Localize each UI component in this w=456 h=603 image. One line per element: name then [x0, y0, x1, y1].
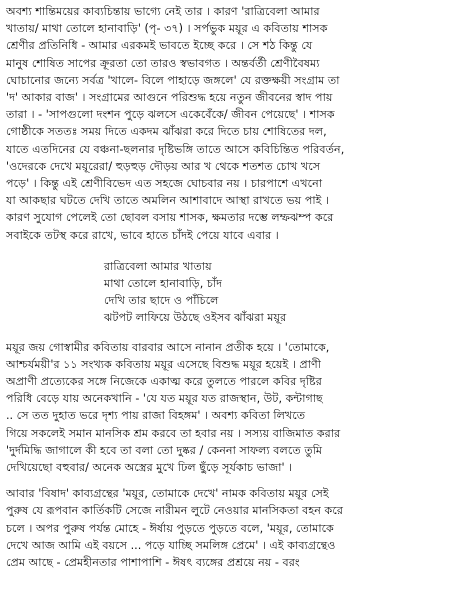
poem-line: রাত্রিবেলা আমার খাতায়: [104, 259, 212, 273]
text-line: ঘোচানোর জন্যে সর্বত্র 'খালে- বিলে পাহাড়ে জঙ্গলে' যে রক্তক্ষয়ী সংগ্রাম তা: [6, 73, 340, 87]
text-line: আবার 'বিষাদ' কাব্যগ্রন্থের 'ময়ূর, তোমাকে দেখে' নামক কবিতায় ময়ূর সেই: [6, 487, 329, 501]
paragraph-joy-goswami: [6, 339, 450, 477]
text-line: পুরুষ যে রূপবান কার্তিকটি সেজে নারীমন লুটে নেওয়ার মানসিকতা বহন করে: [6, 504, 343, 518]
paragraph-gap: [6, 476, 450, 485]
poem-line: মাথা তোলে হানাবাড়ি, চাঁদ: [104, 277, 223, 291]
poem-line: ঝটপট লাফিয়ে উঠছে ওইসব ঝাঁঝরা ময়ূর: [104, 311, 287, 325]
text-line: যা আকছার ঘটতে দেখি তাতে অমলিন আশাবাদে আস্থা রাখতে ভয় পাই ।: [6, 194, 330, 208]
paragraph-bishad: [6, 485, 450, 571]
text-line: গিয়ে সকলেই সমান মানসিক শ্রম করবে তা হবার নয় । সস্যয় বাজিমাত করার: [6, 426, 341, 440]
text-line: ময়ূর জয় গোস্বামীর কবিতায় বারবার আসে নানান প্রতীক হয়ে । 'তোমাকে,: [6, 340, 330, 354]
text-line: 'দুর্দমিদ্ধি জাগালে কী হবে তা বলা তো দুষ্কর / কেননা সাফল্য বলতে তুমি: [6, 443, 323, 457]
text-line: সবাইকে তটস্থ করে রাখে, ভাবে হাতে চাঁদই পেয়ে যাবে এবার ।: [6, 228, 279, 242]
paragraph-shantimoy: [6, 3, 450, 244]
text-line: অবশ্য শান্তিময়ের কাব্যচিন্তায় ভাগ্যে নেই তার । কারণ 'রাত্রিবেলা আমার: [6, 5, 320, 18]
text-line: গোষ্ঠীকে সততঃ সময় দিতে একদম ঝাঁঝরা করে দিতে চায় শোষিতের দল,: [6, 125, 327, 139]
text-line: যাতে এতদিনের যে বঞ্চনা-ছলনার দৃষ্টিভঙ্গি তাতে আসে কবিচিন্তিত পরিবর্তন,: [6, 142, 345, 156]
text-line: শ্রেণীর প্রতিনিধি - আমার এরকমই ভাবতে ইচ্ছে করে । সে শঠ কিন্তু যে: [6, 39, 313, 53]
text-line: 'ওদেরকে দেখে ময়ূরেরা/ হুড়হুড় দৌড়য় আর খ থেকে শতশত চোখ খসে: [6, 159, 321, 173]
text-line: .. সে তত দুহাত ভরে দৃশ্য পায় রাজা বিহঙ্গম' । অবশ্য কবিতা লিখতে: [6, 409, 306, 423]
text-line: অপ্রাণী প্রত্যেকের সঙ্গে নিজেকে একাত্ম করে তুলতে পারলে কবির দৃষ্টির: [6, 375, 322, 389]
text-line: দেখে আজ আমি এই বয়সে ... পড়ে যাচ্ছি সমলিঙ্গ প্রেমে' । এই কাব্যগ্রন্থেও: [6, 538, 336, 552]
text-line: তারা । - 'সাপগুলো দংশন পুড়ে ঝলসে একেবেঁকে/ জীবন পেয়েছে' । শাসক: [6, 108, 335, 122]
poem-quote: [104, 258, 450, 327]
text-line: আশ্চর্যময়ী'র ১১ সংখ্যক কবিতায় ময়ূর এসেছে বিশুদ্ধ ময়ূর হয়েই । প্রাণী: [6, 357, 321, 371]
text-line: কারণ সুযোগ পেলেই তো ছোবল বসায় শাসক, ক্ষমতার দম্ভে লম্ফঝম্প করে: [6, 211, 334, 225]
text-line: প্রেম আছে - প্রেমহীনতার পাশাপাশি - ঈষৎ ব্যঙ্গের প্রশ্রয়ে নয় - বরং: [6, 556, 300, 570]
text-line: পরিধি বেড়ে যায় অনেকখানি - 'যে যত ময়ূর যত রাজস্থান, উট, কন্টাগাছ: [6, 392, 323, 406]
text-line: খাতায়/ মাথা তোলে হানাবাড়ি' (পৃ- ৩৭) । সর্পভুক ময়ূর এ কবিতায় শাসক: [6, 22, 328, 36]
poem-line: দেখি তার ছাদে ও পাঁচিলে: [104, 294, 219, 308]
text-line: মানুষ শোষিত সাপের ক্রূরতা তো তারও স্বভাবগত । অন্তর্বর্তী শ্রেণীবৈষম্য: [6, 56, 320, 70]
text-line: চলে । অপর পুরুষ পর্যন্ত মোহে - ঈর্ষায় পুড়তে পুড়তে বলে, 'ময়ূর, তোমাকে: [6, 521, 334, 535]
text-line: পড়ে' । কিন্তু এই শ্রেণীবিভেদ এত সহজে ঘোচবার নয় । চারপাশে এখনো: [6, 177, 323, 191]
text-line: 'দ' আকার বাজ' । সংগ্রামের আগুনে পরিশুদ্ধ হয়ে নতুন জীবনের স্বাদ পায়: [6, 91, 333, 105]
text-line: দেখিয়েছো বহুবার/ অনেক অস্ত্রের মুখে ঢিল ছুঁড়ে সূর্যকাচ ভাজা' ।: [6, 461, 293, 475]
